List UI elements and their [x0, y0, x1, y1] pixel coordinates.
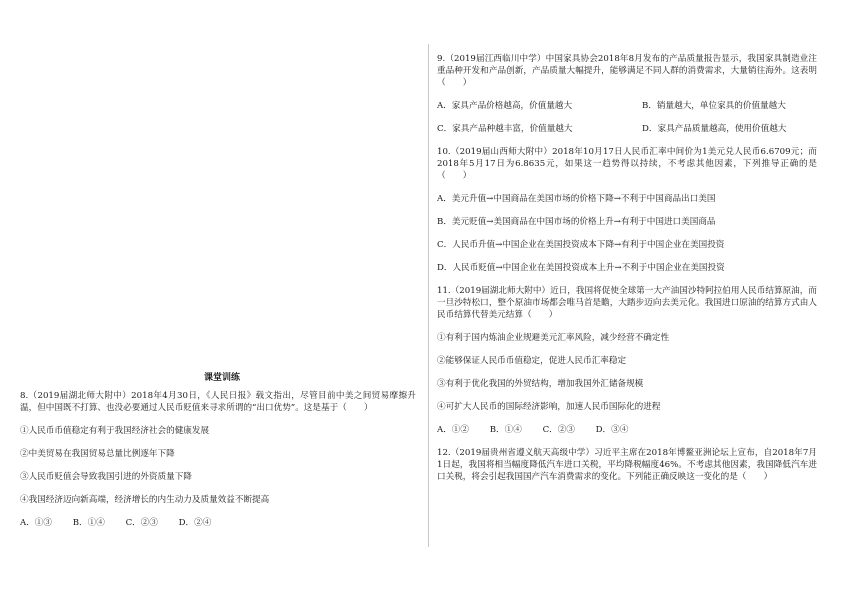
choice-c: C．家具产品种越丰富，价值量越大: [437, 124, 573, 134]
choice-a: A．①③: [20, 518, 52, 528]
section-title: 课堂训练: [203, 373, 240, 383]
question-11-stem: 11.（2019届湖北师大附中）近日，我国将促使全球第一大产油国沙特阿拉伯用人民币结算原油，而一旦沙特松口，整个原油市场都会唯马首是瞻，大踏步迈向去美元化。我国进口原油的结算方式由人民币结算代替美元结算（ ）: [437, 286, 817, 320]
choice-b: B．美元贬值→美国商品在中国市场的价格上升→有利于中国进口美国商品: [437, 217, 716, 227]
question-8-choices: [20, 517, 416, 529]
choice-d: D．家具产品质量越高，使用价值越大: [642, 124, 787, 134]
question-8-item: ①人民币币值稳定有利于我国经济社会的健康发展: [20, 426, 210, 436]
question-11-item: ③有利于优化我国的外贸结构，增加我国外汇储备规模: [437, 379, 644, 389]
right-column: [437, 53, 817, 494]
question-8-stem: 8.（2019届湖北师大附中）2018年4月30日，《人民日报》载文指出，尽管目前中美之间贸易摩擦升温，但中国既不打算、也没必要通过人民币贬值来寻求所谓的“出口优势”。这是基于（ ）: [20, 391, 416, 413]
question-9-choices-row-2: [437, 123, 817, 135]
question-11-item: ①有利于国内炼油企业规避美元汇率风险，减少经营不确定性: [437, 333, 670, 343]
choice-c: C．②③: [542, 425, 575, 435]
question-11-item: ④可扩大人民币的国际经济影响，加速人民币国际化的进程: [437, 402, 661, 412]
choice-b: B．①④: [72, 518, 105, 528]
choice-b: B．销量越大，单位家具的价值量越大: [642, 101, 786, 111]
choice-d: D．③④: [595, 425, 629, 435]
choice-a: A．家具产品价格越高，价值量越大: [437, 101, 573, 111]
question-8-item: ②中美贸易在我国贸易总量比例逐年下降: [20, 449, 175, 459]
choice-c: C．人民币升值→中国企业在美国投资成本下降→有利于中国企业在美国投资: [437, 240, 725, 250]
question-9-stem: 9.（2019届江西临川中学）中国家具协会2018年8月发布的产品质量报告显示，我国家具制造业注重品种开发和产品创新，产品质量大幅提升，能够满足不同人群的消费需求，大量销往海外。这表明（ ）: [437, 54, 817, 88]
choice-b: B．①④: [489, 425, 522, 435]
question-11-item: ②能够保证人民币币值稳定，促进人民币汇率稳定: [437, 356, 627, 366]
question-8-item: ③人民币贬值会导致我国引进的外资质量下降: [20, 472, 192, 482]
choice-d: D．②④: [178, 518, 212, 528]
choice-a: A．美元升值→中国商品在美国市场的价格下降→不利于中国商品出口美国: [437, 194, 716, 204]
question-12-stem: 12.（2019届贵州省遵义航天高级中学）习近平主席在2018年博鳌亚洲论坛上宣布，自2018年7月1日起，我国将相当幅度降低汽车进口关税，平均降税幅度46%。不考虑其他因素，我国降低汽车进口关税，将会引起我国国产汽车消费需求的变化。下列能正确反映这一变化的是（ ）: [437, 448, 817, 482]
left-column: [20, 372, 416, 540]
column-divider: [428, 44, 429, 547]
question-11-choices: [437, 424, 817, 436]
choice-d: D．人民币贬值→中国企业在美国投资成本上升→不利于中国企业在美国投资: [437, 263, 725, 273]
question-8-item: ④我国经济迈向新高端，经济增长的内生动力及质量效益不断提高: [20, 495, 270, 505]
question-9-choices-row-1: [437, 100, 817, 112]
choice-c: C．②③: [125, 518, 158, 528]
choice-a: A．①②: [437, 425, 469, 435]
question-10-stem: 10.（2019届山西师大附中）2018年10月17日人民币汇率中间价为1美元兑人民币6.6709元；而2018年5月17日为6.8635元，如果这一趋势得以持续，不考虑其他因素，下列推导正确的是（ ）: [437, 147, 817, 181]
